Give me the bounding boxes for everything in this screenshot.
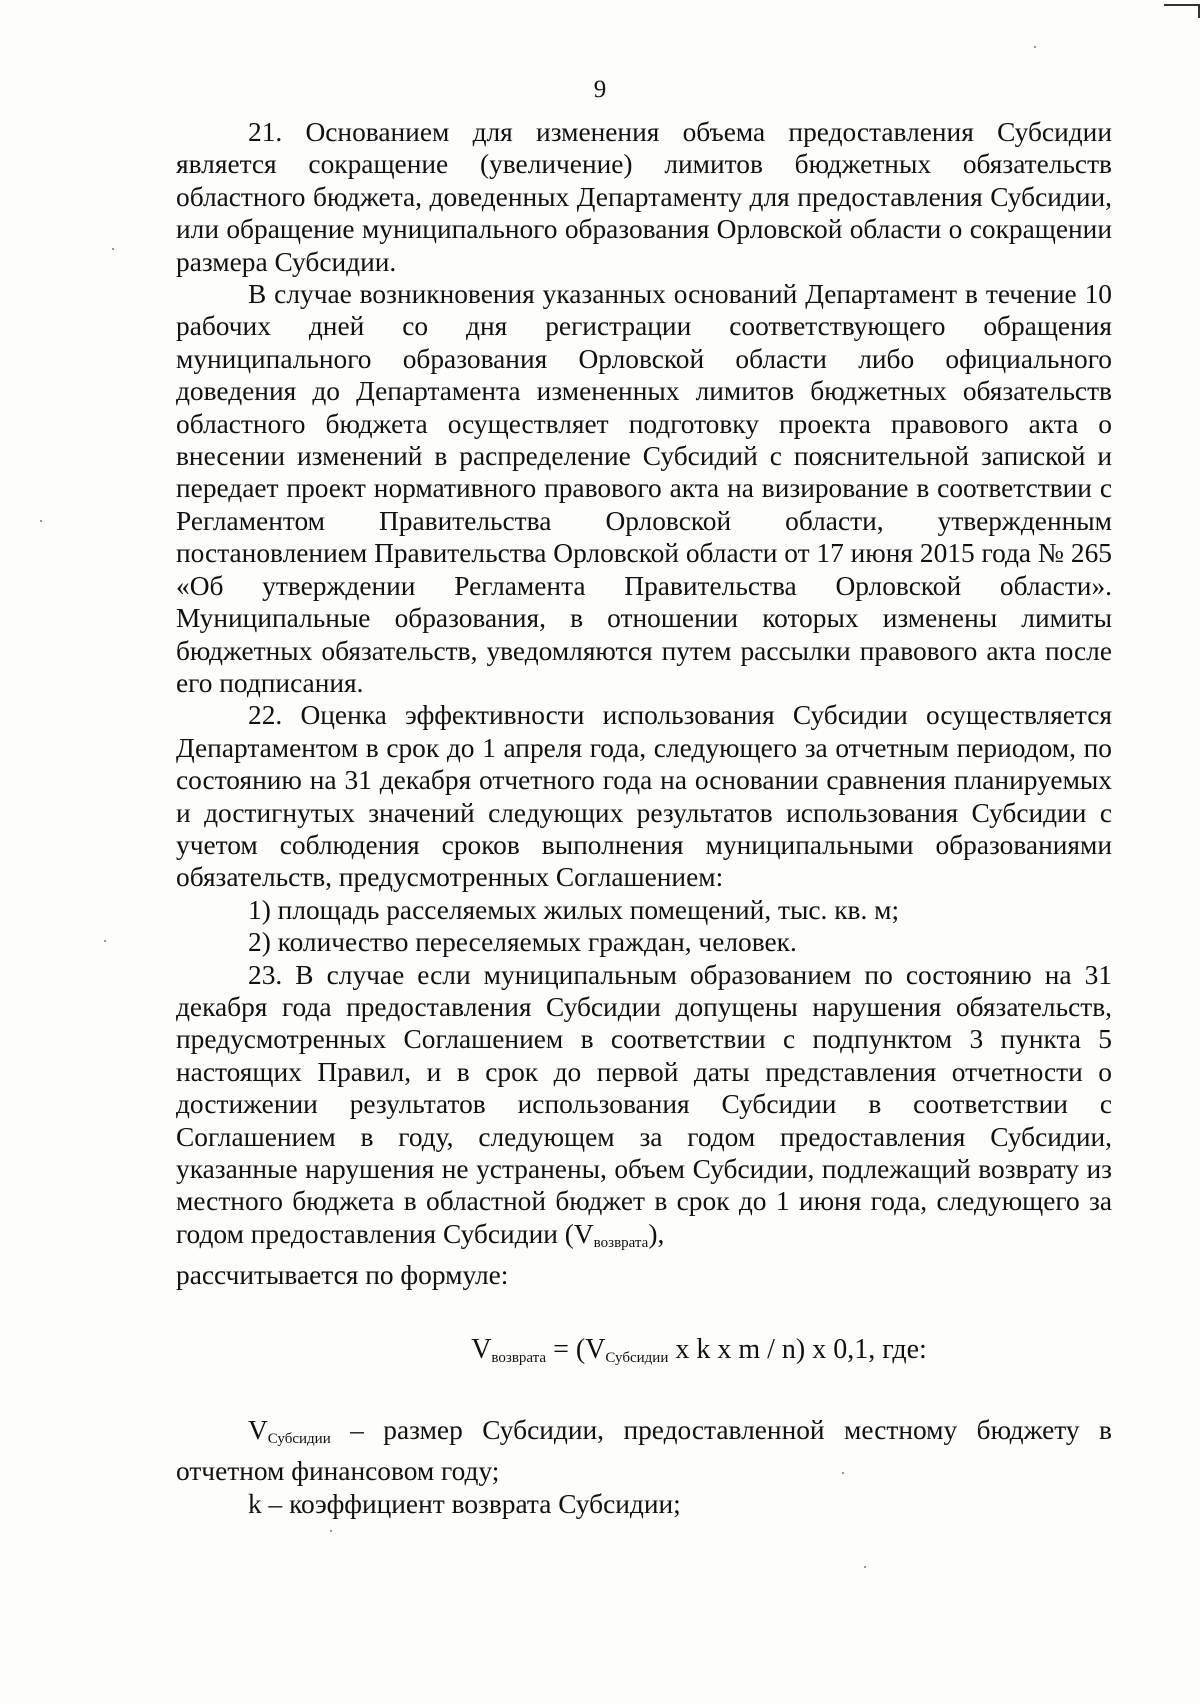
scan-speck: [864, 1566, 866, 1568]
paragraph-21: 21. Основанием для изменения объема предоставления Субсидии является сокращение (увеличение) лимитов бюджетных обязательств областного бюджета, доведенных Департаменту для предоставления Субсидии, или обращение муниципального образования Орловской области о сокращении размера Субсидии.: [176, 117, 1112, 277]
formula-sub-return: возврата: [491, 1349, 547, 1366]
formula-rest: x k x m / n) x 0,1, где:: [668, 1333, 927, 1365]
formula-v: V: [471, 1333, 492, 1365]
formula: [176, 1334, 1112, 1374]
definition-v-symbol: V: [248, 1415, 268, 1446]
paragraph-23-tail: ),: [648, 1218, 665, 1249]
paragraph-23-text: 23. В случае если муниципальным образованием по состоянию на 31 декабря года предоставления Субсидии допущены нарушения обязательств, предусмотренных Соглашением в соответствии с подпунктом 3 пункта 5 настоящих Правил, и в срок до первой даты представления отчетности о достижении результатов использования Субсидии в соответствии с Соглашением в году, следующем за годом предоставления Субсидии, указанные нарушения не устранены, объем Субсидии, подлежащий возврату из местного бюджета в областной бюджет в срок до 1 июня года, следующего за годом предоставления Субсидии (V: [176, 959, 1112, 1249]
paragraph-23-continued: рассчитывается по формуле:: [176, 1260, 509, 1291]
scan-speck: [112, 248, 114, 250]
scan-speck: [1034, 46, 1036, 48]
scan-speck: [330, 1530, 332, 1532]
page-number: 9: [593, 76, 607, 103]
list-item-1: 1) площадь расселяемых жилых помещений, тыс. кв. м;: [248, 894, 900, 925]
list-item-2: 2) количество переселяемых граждан, человек.: [248, 927, 797, 958]
paragraph-22: 22. Оценка эффективности использования Субсидии осуществляется Департаментом в срок до 1 апреля года, следующего за отчетным периодом, по состоянию на 31 декабря отчетного года на основании сравнения планируемых и достигнутых значений следующих результатов использования Субсидии с учетом соблюдения сроков выполнения муниципальными образованиями обязательств, предусмотренных Соглашением:: [176, 700, 1112, 893]
document-body: [176, 116, 1112, 1520]
definition-v-subsidy: [176, 1414, 1112, 1488]
formula-eq-open: = (V: [546, 1333, 606, 1365]
paragraph-21-continued: В случае возникновения указанных оснований Департамент в течение 10 рабочих дней со дня регистрации соответствующего обращения муниципального образования Орловской области либо официального доведения до Департамента измененных лимитов бюджетных обязательств областного бюджета осуществляет подготовку проекта правового акта о внесении изменений в распределение Субсидий с пояснительной запиской и передает проект нормативного правового акта на визирование в соответствии с Регламентом Правительства Орловской области, утвержденным постановлением Правительства Орловской области от 17 июня 2015 года № 265 «Об утверждении Регламента Правительства Орловской области». Муниципальные образования, в отношении которых изменены лимиты бюджетных обязательств, уведомляются путем рассылки правового акта после его подписания.: [176, 279, 1112, 698]
formula-sub-subsidy: Субсидии: [605, 1349, 669, 1366]
scan-speck: [104, 940, 106, 942]
scan-corner-mark: [1164, 4, 1200, 18]
scan-speck: [842, 1472, 844, 1474]
definition-v-sub: Субсидии: [267, 1431, 331, 1448]
paragraph-23: [176, 959, 1112, 1260]
definition-v-text: – размер Субсидии, предоставленной местному бюджету в отчетном финансовом году;: [176, 1415, 1112, 1487]
paragraph-23-subscript: возврата: [593, 1234, 649, 1251]
scan-speck: [40, 520, 42, 522]
definition-k: k – коэффициент возврата Субсидии;: [248, 1488, 681, 1519]
